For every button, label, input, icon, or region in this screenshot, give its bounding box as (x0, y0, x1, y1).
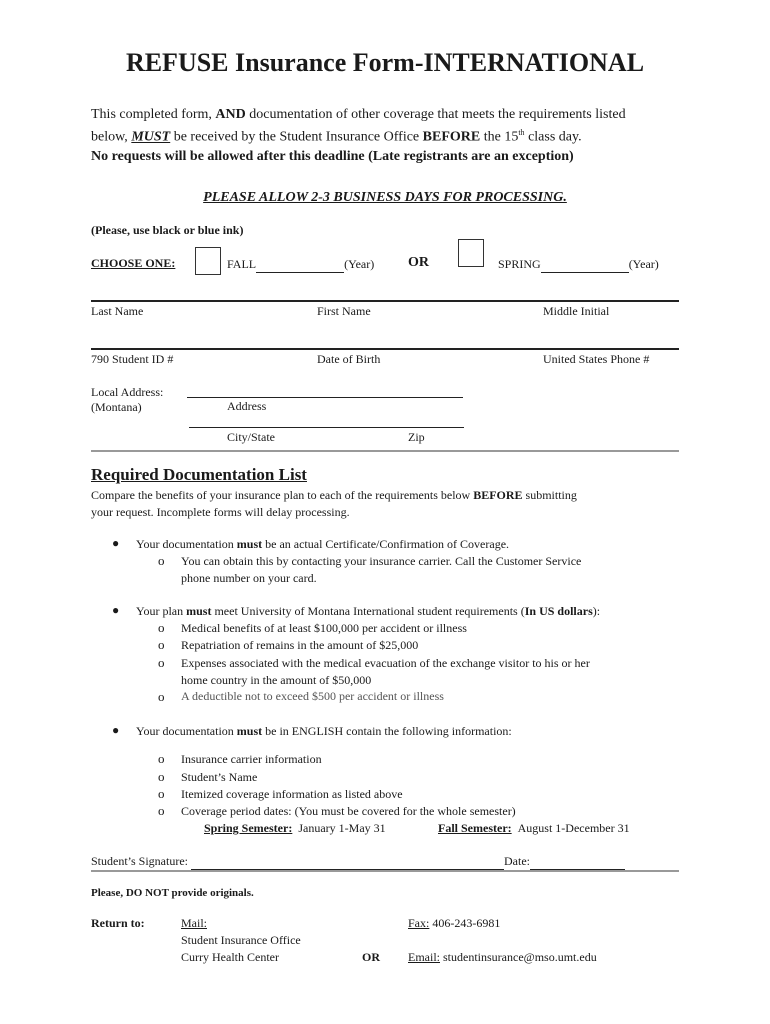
sub-bullet-icon: o (158, 689, 165, 704)
requirement-3 (136, 724, 512, 739)
choose-one-label: CHOOSE ONE: (91, 256, 176, 270)
req-text: Your documentation (136, 537, 237, 551)
requirement-2-sub-2: Repatriation of remains in the amount of $25,000 (181, 638, 419, 652)
intro-text: class day. (524, 129, 582, 145)
req-text: be an actual Certificate/Confirmation of Coverage. (262, 537, 510, 551)
spring-semester-label: Spring Semester: (204, 821, 293, 835)
req-text: Your plan (136, 604, 187, 618)
fall-semester (438, 821, 630, 836)
requirement-2 (136, 604, 600, 619)
email-row (408, 950, 597, 965)
spring-year-field[interactable] (541, 257, 629, 273)
spring-year-label: (Year) (628, 257, 659, 271)
req-emphasis: must (236, 537, 263, 551)
intro-line-2 (91, 128, 582, 146)
spring-semester-dates: January 1-May 31 (298, 821, 386, 835)
montana-label: (Montana) (91, 400, 142, 414)
sub-bullet-icon: o (158, 786, 165, 801)
fall-option (227, 257, 374, 273)
fall-semester-dates: August 1-December 31 (517, 821, 630, 835)
intro-superscript: th (518, 128, 525, 137)
signature-label: Student’s Signature: (91, 854, 191, 868)
return-to-label: Return to: (91, 916, 145, 930)
sub-bullet-icon: o (158, 803, 165, 818)
requirement-3-sub-3: Itemized coverage information as listed above (181, 787, 403, 801)
fax-label: Fax: (408, 916, 430, 930)
requirement-2-sub-4: A deductible not to exceed $500 per accident or illness (181, 689, 444, 703)
form-title: REFUSE Insurance Form-INTERNATIONAL (125, 48, 645, 77)
requirement-2-sub-3-cont: home country in the amount of $50,000 (181, 673, 372, 687)
ink-instruction: (Please, use black or blue ink) (91, 223, 244, 237)
docs-intro-line-1 (91, 488, 577, 503)
requirement-1 (136, 537, 509, 552)
docs-intro-line-2: your request. Incomplete forms will delay processing. (91, 505, 350, 519)
fax-row (408, 916, 500, 931)
signature-divider (91, 870, 679, 872)
mail-label: Mail: (181, 916, 207, 930)
req-text: be in ENGLISH contain the following information: (262, 724, 512, 738)
intro-emphasis: AND (215, 107, 246, 122)
date-label: Date: (504, 854, 530, 868)
originals-notice: Please, DO NOT provide originals. (91, 887, 254, 899)
docs-intro-text: submitting (522, 488, 577, 502)
req-text: Your documentation (136, 724, 237, 738)
requirement-2-sub-3: Expenses associated with the medical evacuation of the exchange visitor to his or her (181, 656, 590, 670)
requirement-1-sub-1: You can obtain this by contacting your insurance carrier. Call the Customer Service (181, 554, 582, 568)
requirement-1-sub-1-cont: phone number on your card. (181, 571, 317, 585)
intro-text: below, (91, 129, 132, 145)
intro-text: documentation of other coverage that meets the requirements listed (245, 107, 626, 122)
name-line[interactable] (91, 300, 679, 302)
first-name-label: First Name (317, 304, 371, 318)
sub-bullet-icon: o (158, 637, 165, 652)
mail-office: Student Insurance Office (181, 933, 301, 947)
address-line[interactable] (187, 397, 463, 398)
fall-semester-label: Fall Semester: (438, 821, 512, 835)
requirement-2-sub-1: Medical benefits of at least $100,000 per accident or illness (181, 621, 467, 635)
last-name-label: Last Name (91, 304, 144, 318)
intro-emphasis: MUST (131, 129, 171, 145)
req-emphasis: In US dollars (524, 604, 593, 618)
fax-number: 406-243-6981 (429, 916, 501, 930)
intro-text: the 15 (480, 129, 519, 145)
fall-checkbox[interactable] (195, 247, 221, 275)
sub-bullet-icon: o (158, 553, 165, 568)
requirement-3-sub-1: Insurance carrier information (181, 752, 322, 766)
local-address-label: Local Address: (91, 385, 164, 399)
fall-label: FALL (227, 257, 257, 271)
req-emphasis: must (236, 724, 263, 738)
phone-label: United States Phone # (543, 352, 650, 366)
email-address[interactable]: studentinsurance@mso.umt.edu (440, 950, 597, 964)
semester-dates (204, 821, 386, 836)
req-emphasis: must (186, 604, 212, 618)
req-text: meet University of Montana International student requirements ( (211, 604, 525, 618)
intro-emphasis: BEFORE (422, 129, 481, 145)
return-or: OR (362, 950, 380, 964)
intro-line-1 (91, 107, 626, 123)
bullet-icon: ● (112, 723, 120, 737)
dob-label: Date of Birth (317, 352, 381, 366)
spring-checkbox[interactable] (458, 239, 484, 267)
intro-text: be received by the Student Insurance Office (170, 129, 423, 145)
docs-intro-text: Compare the benefits of your insurance plan to each of the requirements below (91, 488, 474, 502)
sub-bullet-icon: o (158, 655, 165, 670)
date-field[interactable] (530, 854, 625, 870)
signature-row (91, 854, 625, 870)
processing-notice: PLEASE ALLOW 2-3 BUSINESS DAYS FOR PROCESSING. (203, 190, 567, 205)
spring-option (498, 257, 659, 273)
address-label: Address (227, 399, 267, 413)
sub-bullet-icon: o (158, 620, 165, 635)
student-id-label: 790 Student ID # (91, 352, 174, 366)
sub-bullet-icon: o (158, 751, 165, 766)
city-state-label: City/State (227, 430, 275, 444)
fall-year-label: (Year) (344, 257, 375, 271)
mail-center: Curry Health Center (181, 950, 279, 964)
city-state-zip-line[interactable] (189, 427, 464, 428)
spring-label: SPRING (498, 257, 541, 271)
deadline-notice: No requests will be allowed after this deadline (Late registrants are an exception) (91, 149, 574, 164)
id-line[interactable] (91, 348, 679, 350)
intro-text: This completed form, (91, 107, 216, 122)
docs-heading: Required Documentation List (91, 465, 307, 484)
email-label: Email: (408, 950, 440, 964)
choose-or: OR (408, 255, 429, 270)
sub-bullet-icon: o (158, 769, 165, 784)
requirement-3-sub-4: Coverage period dates: (You must be covered for the whole semester) (181, 804, 516, 818)
docs-intro-emphasis: BEFORE (473, 488, 523, 502)
fall-year-field[interactable] (256, 257, 344, 273)
signature-field[interactable] (191, 854, 504, 870)
requirement-3-sub-2: Student’s Name (181, 770, 258, 784)
bullet-icon: ● (112, 536, 120, 550)
req-text: ): (592, 604, 601, 618)
middle-initial-label: Middle Initial (543, 304, 610, 318)
bullet-icon: ● (112, 603, 120, 617)
section-divider (91, 450, 679, 452)
zip-label: Zip (408, 430, 425, 444)
